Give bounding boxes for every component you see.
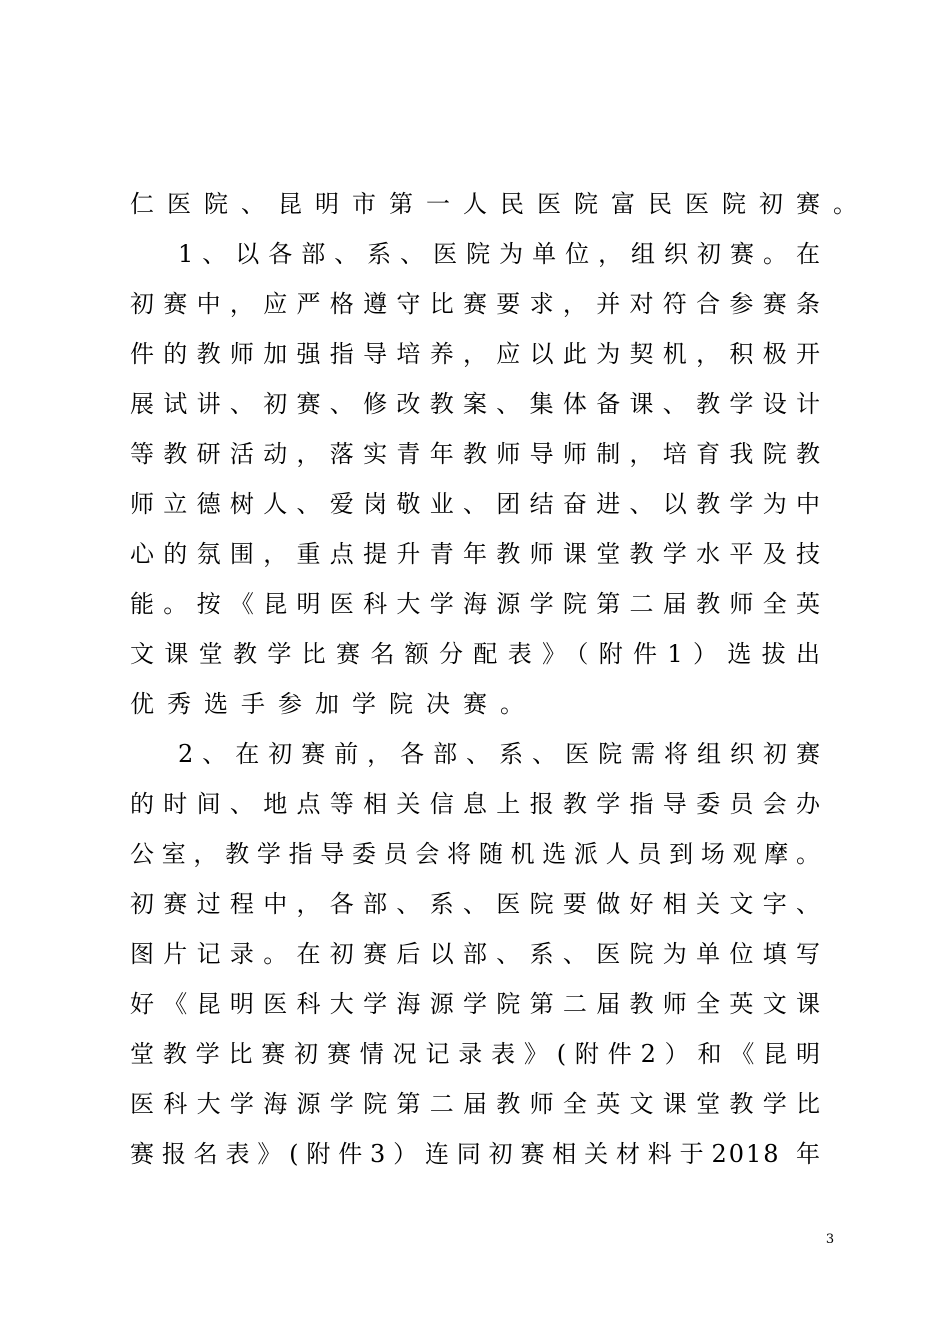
text-line: 好《昆明医科大学海源学院第二届教师全英文课 — [130, 990, 822, 1018]
text-line: 文课堂教学比赛名额分配表》（附件1）选拔出 — [130, 640, 822, 668]
text-line: 仁医院、昆明市第一人民医院富民医院初赛。 — [130, 190, 870, 218]
text-line: 展试讲、初赛、修改教案、集体备课、教学设计 — [130, 390, 822, 418]
text-line: 图片记录。在初赛后以部、系、医院为单位填写 — [130, 940, 822, 968]
text-line: 优秀选手参加学院决赛。 — [130, 690, 537, 718]
page-number: 3 — [825, 1232, 835, 1247]
text-line: 医科大学海源学院第二届教师全英文课堂教学比 — [130, 1090, 822, 1118]
text-line: 师立德树人、爱岗敬业、团结奋进、以教学为中 — [130, 490, 822, 518]
text-line: 能。按《昆明医科大学海源学院第二届教师全英 — [130, 590, 822, 618]
text-line: 初赛过程中，各部、系、医院要做好相关文字、 — [130, 890, 822, 918]
text-line: 件的教师加强指导培养，应以此为契机，积极开 — [130, 340, 822, 368]
text-line: 的时间、地点等相关信息上报教学指导委员会办 — [130, 790, 822, 818]
text-line: 堂教学比赛初赛情况记录表》(附件2）和《昆明 — [130, 1040, 822, 1068]
text-line: 初赛中，应严格遵守比赛要求，并对符合参赛条 — [130, 290, 822, 318]
text-line: 等教研活动，落实青年教师导师制，培育我院教 — [130, 440, 822, 468]
text-line: 心的氛围，重点提升青年教师课堂教学水平及技 — [130, 540, 822, 568]
text-line: 1、以各部、系、医院为单位，组织初赛。在 — [178, 240, 822, 268]
text-line: 赛报名表》(附件3）连同初赛相关材料于2018 年 — [130, 1140, 822, 1168]
text-line: 公室，教学指导委员会将随机选派人员到场观摩。 — [130, 840, 822, 868]
text-line: 2、在初赛前，各部、系、医院需将组织初赛 — [178, 740, 822, 768]
